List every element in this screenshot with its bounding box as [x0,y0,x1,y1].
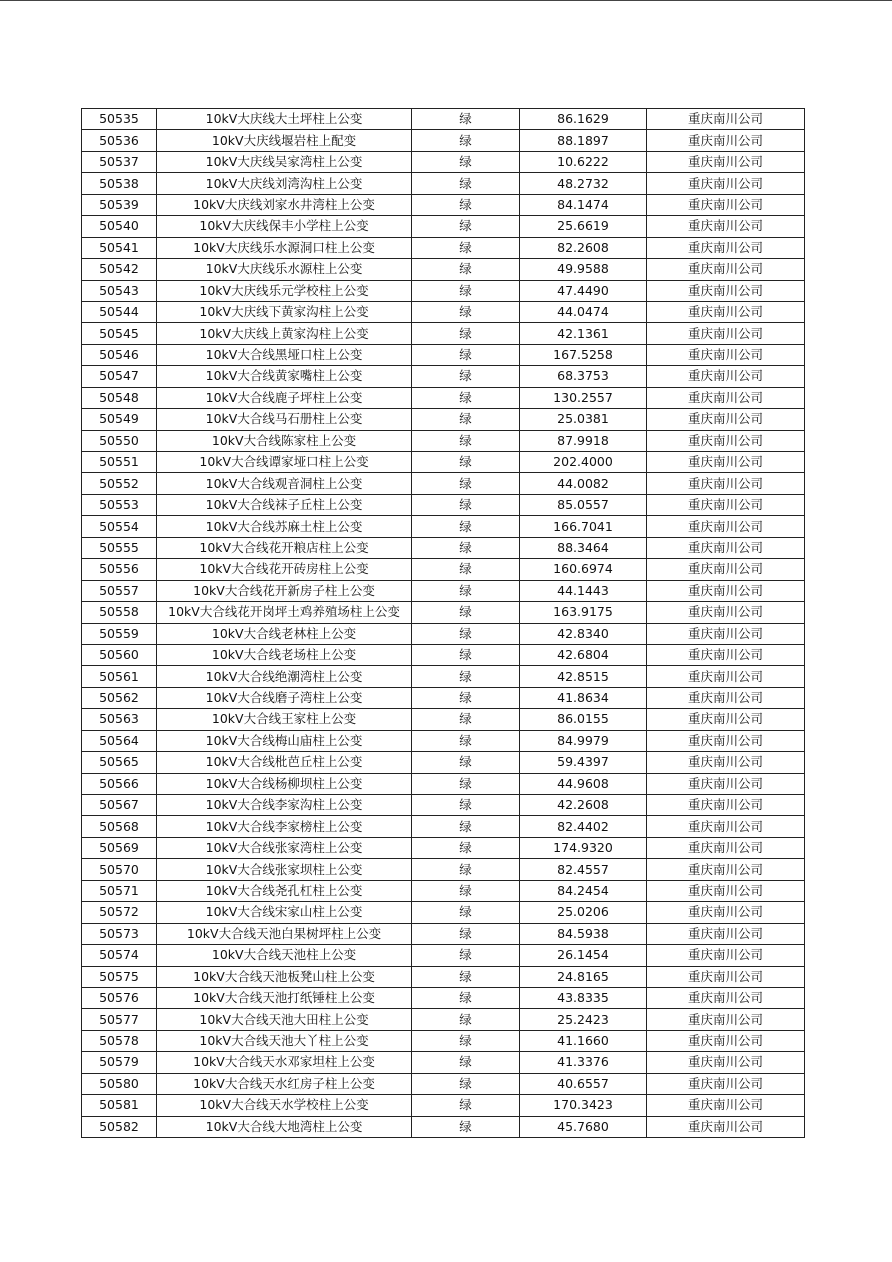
cell-value: 84.2454 [520,880,647,901]
table-row [82,216,805,237]
cell-name: 10kV大合线谭家垭口柱上公变 [157,452,412,473]
cell-id: 50548 [82,387,157,408]
cell-status: 绿 [412,1095,520,1116]
cell-value: 25.2423 [520,1009,647,1030]
cell-id: 50582 [82,1116,157,1137]
cell-id: 50535 [82,109,157,130]
cell-value: 84.1474 [520,194,647,215]
cell-status: 绿 [412,966,520,987]
cell-name: 10kV大合线杨柳坝柱上公变 [157,773,412,794]
table-row [82,1116,805,1137]
cell-value: 44.1443 [520,580,647,601]
cell-id: 50549 [82,409,157,430]
cell-status: 绿 [412,559,520,580]
cell-status: 绿 [412,602,520,623]
table-row [82,644,805,665]
cell-id: 50568 [82,816,157,837]
cell-status: 绿 [412,237,520,258]
table-row [82,902,805,923]
cell-name: 10kV大合线李家沟柱上公变 [157,795,412,816]
cell-name: 10kV大合线天池大丫柱上公变 [157,1030,412,1051]
cell-company: 重庆南川公司 [647,130,805,151]
cell-value: 174.9320 [520,837,647,858]
cell-id: 50545 [82,323,157,344]
cell-company: 重庆南川公司 [647,580,805,601]
cell-value: 163.9175 [520,602,647,623]
table-row [82,516,805,537]
cell-name: 10kV大合线尧孔杠柱上公变 [157,880,412,901]
cell-company: 重庆南川公司 [647,1052,805,1073]
table-row [82,452,805,473]
cell-status: 绿 [412,430,520,451]
cell-id: 50578 [82,1030,157,1051]
cell-status: 绿 [412,516,520,537]
cell-status: 绿 [412,1052,520,1073]
cell-value: 130.2557 [520,387,647,408]
table-row [82,1095,805,1116]
cell-id: 50571 [82,880,157,901]
table-row [82,623,805,644]
cell-status: 绿 [412,902,520,923]
table-row [82,387,805,408]
cell-status: 绿 [412,409,520,430]
table-row [82,923,805,944]
table-row [82,730,805,751]
cell-status: 绿 [412,173,520,194]
cell-status: 绿 [412,387,520,408]
cell-name: 10kV大庆线下黄家沟柱上公变 [157,301,412,322]
cell-company: 重庆南川公司 [647,752,805,773]
cell-company: 重庆南川公司 [647,945,805,966]
cell-id: 50563 [82,709,157,730]
cell-name: 10kV大庆线堰岩柱上配变 [157,130,412,151]
cell-name: 10kV大合线磨子湾柱上公变 [157,687,412,708]
table-row [82,1052,805,1073]
cell-status: 绿 [412,795,520,816]
table-row [82,1009,805,1030]
cell-value: 41.8634 [520,687,647,708]
cell-status: 绿 [412,366,520,387]
cell-company: 重庆南川公司 [647,966,805,987]
cell-status: 绿 [412,216,520,237]
cell-status: 绿 [412,473,520,494]
cell-company: 重庆南川公司 [647,280,805,301]
cell-value: 84.9979 [520,730,647,751]
cell-value: 44.9608 [520,773,647,794]
cell-status: 绿 [412,923,520,944]
cell-company: 重庆南川公司 [647,409,805,430]
cell-name: 10kV大合线天池大田柱上公变 [157,1009,412,1030]
cell-value: 44.0082 [520,473,647,494]
cell-value: 59.4397 [520,752,647,773]
cell-status: 绿 [412,730,520,751]
cell-value: 170.3423 [520,1095,647,1116]
cell-name: 10kV大合线天池打纸锤柱上公变 [157,987,412,1008]
cell-status: 绿 [412,709,520,730]
table-row [82,259,805,280]
cell-value: 82.4557 [520,859,647,880]
table-row [82,987,805,1008]
cell-status: 绿 [412,837,520,858]
cell-value: 41.3376 [520,1052,647,1073]
cell-id: 50554 [82,516,157,537]
cell-value: 42.1361 [520,323,647,344]
table-row [82,945,805,966]
cell-status: 绿 [412,773,520,794]
cell-value: 45.7680 [520,1116,647,1137]
cell-status: 绿 [412,1030,520,1051]
cell-name: 10kV大庆线大土坪柱上公变 [157,109,412,130]
cell-id: 50566 [82,773,157,794]
cell-id: 50557 [82,580,157,601]
cell-value: 42.8515 [520,666,647,687]
cell-id: 50537 [82,151,157,172]
cell-id: 50558 [82,602,157,623]
cell-company: 重庆南川公司 [647,216,805,237]
cell-id: 50581 [82,1095,157,1116]
cell-value: 25.0381 [520,409,647,430]
cell-company: 重庆南川公司 [647,430,805,451]
table-body [82,109,805,1138]
cell-id: 50555 [82,537,157,558]
cell-id: 50559 [82,623,157,644]
cell-status: 绿 [412,666,520,687]
cell-status: 绿 [412,1009,520,1030]
table-row [82,795,805,816]
cell-value: 24.8165 [520,966,647,987]
cell-id: 50546 [82,344,157,365]
cell-name: 10kV大合线花开砖房柱上公变 [157,559,412,580]
table-row [82,1073,805,1094]
cell-id: 50553 [82,494,157,515]
cell-status: 绿 [412,987,520,1008]
cell-status: 绿 [412,323,520,344]
cell-name: 10kV大合线宋家山柱上公变 [157,902,412,923]
cell-company: 重庆南川公司 [647,494,805,515]
cell-value: 160.6974 [520,559,647,580]
cell-status: 绿 [412,259,520,280]
cell-status: 绿 [412,280,520,301]
cell-id: 50565 [82,752,157,773]
cell-name: 10kV大合线天水学校柱上公变 [157,1095,412,1116]
cell-company: 重庆南川公司 [647,623,805,644]
cell-value: 47.4490 [520,280,647,301]
cell-company: 重庆南川公司 [647,880,805,901]
cell-name: 10kV大合线黄家嘴柱上公变 [157,366,412,387]
cell-name: 10kV大合线花开新房子柱上公变 [157,580,412,601]
cell-company: 重庆南川公司 [647,537,805,558]
cell-status: 绿 [412,644,520,665]
cell-value: 88.3464 [520,537,647,558]
cell-company: 重庆南川公司 [647,837,805,858]
table-row [82,816,805,837]
cell-status: 绿 [412,452,520,473]
table-row [82,709,805,730]
cell-status: 绿 [412,752,520,773]
cell-id: 50542 [82,259,157,280]
cell-id: 50551 [82,452,157,473]
table-row [82,109,805,130]
cell-value: 82.4402 [520,816,647,837]
cell-name: 10kV大合线黑垭口柱上公变 [157,344,412,365]
cell-company: 重庆南川公司 [647,516,805,537]
cell-value: 202.4000 [520,452,647,473]
cell-company: 重庆南川公司 [647,237,805,258]
cell-value: 49.9588 [520,259,647,280]
table-row [82,430,805,451]
cell-company: 重庆南川公司 [647,452,805,473]
cell-name: 10kV大庆线刘湾沟柱上公变 [157,173,412,194]
cell-company: 重庆南川公司 [647,559,805,580]
cell-status: 绿 [412,344,520,365]
cell-company: 重庆南川公司 [647,666,805,687]
table-row [82,323,805,344]
cell-id: 50575 [82,966,157,987]
cell-value: 10.6222 [520,151,647,172]
cell-id: 50556 [82,559,157,580]
cell-status: 绿 [412,580,520,601]
cell-value: 43.8335 [520,987,647,1008]
cell-value: 26.1454 [520,945,647,966]
cell-company: 重庆南川公司 [647,902,805,923]
cell-name: 10kV大合线天池白果树坪柱上公变 [157,923,412,944]
cell-id: 50576 [82,987,157,1008]
table-row [82,280,805,301]
cell-company: 重庆南川公司 [647,859,805,880]
cell-name: 10kV大合线天池板凳山柱上公变 [157,966,412,987]
cell-value: 44.0474 [520,301,647,322]
cell-company: 重庆南川公司 [647,923,805,944]
cell-name: 10kV大合线天池柱上公变 [157,945,412,966]
table-row [82,237,805,258]
cell-id: 50573 [82,923,157,944]
cell-value: 167.5258 [520,344,647,365]
cell-id: 50539 [82,194,157,215]
cell-name: 10kV大合线观音洞柱上公变 [157,473,412,494]
cell-company: 重庆南川公司 [647,1116,805,1137]
cell-name: 10kV大合线大地湾柱上公变 [157,1116,412,1137]
cell-name: 10kV大合线王家柱上公变 [157,709,412,730]
cell-company: 重庆南川公司 [647,301,805,322]
cell-name: 10kV大庆线保丰小学柱上公变 [157,216,412,237]
table-row [82,859,805,880]
cell-name: 10kV大合线天水邓家坦柱上公变 [157,1052,412,1073]
cell-status: 绿 [412,859,520,880]
cell-id: 50569 [82,837,157,858]
cell-status: 绿 [412,130,520,151]
cell-value: 166.7041 [520,516,647,537]
cell-name: 10kV大合线李家榜柱上公变 [157,816,412,837]
table-row [82,194,805,215]
cell-status: 绿 [412,301,520,322]
table-row [82,966,805,987]
table-row [82,666,805,687]
cell-name: 10kV大合线天水红房子柱上公变 [157,1073,412,1094]
table-row [82,301,805,322]
cell-status: 绿 [412,880,520,901]
cell-company: 重庆南川公司 [647,151,805,172]
cell-value: 88.1897 [520,130,647,151]
cell-company: 重庆南川公司 [647,1095,805,1116]
cell-value: 84.5938 [520,923,647,944]
cell-id: 50540 [82,216,157,237]
cell-company: 重庆南川公司 [647,987,805,1008]
cell-name: 10kV大庆线吴家湾柱上公变 [157,151,412,172]
cell-id: 50579 [82,1052,157,1073]
cell-company: 重庆南川公司 [647,730,805,751]
table-row [82,880,805,901]
cell-name: 10kV大合线花开岗坪土鸡养殖场柱上公变 [157,602,412,623]
cell-name: 10kV大庆线乐元学校柱上公变 [157,280,412,301]
cell-name: 10kV大合线绝潮湾柱上公变 [157,666,412,687]
cell-value: 40.6557 [520,1073,647,1094]
cell-status: 绿 [412,494,520,515]
page-top-border [0,0,892,1]
cell-company: 重庆南川公司 [647,795,805,816]
table-row [82,173,805,194]
cell-company: 重庆南川公司 [647,709,805,730]
cell-company: 重庆南川公司 [647,816,805,837]
cell-id: 50577 [82,1009,157,1030]
cell-status: 绿 [412,537,520,558]
cell-company: 重庆南川公司 [647,109,805,130]
cell-value: 85.0557 [520,494,647,515]
cell-status: 绿 [412,1073,520,1094]
cell-name: 10kV大庆线乐水源柱上公变 [157,259,412,280]
cell-name: 10kV大合线陈家柱上公变 [157,430,412,451]
cell-value: 42.8340 [520,623,647,644]
cell-value: 42.6804 [520,644,647,665]
cell-name: 10kV大合线苏麻土柱上公变 [157,516,412,537]
cell-company: 重庆南川公司 [647,773,805,794]
cell-value: 25.0206 [520,902,647,923]
cell-company: 重庆南川公司 [647,602,805,623]
table-row [82,580,805,601]
cell-value: 42.2608 [520,795,647,816]
cell-status: 绿 [412,623,520,644]
cell-id: 50567 [82,795,157,816]
cell-id: 50541 [82,237,157,258]
cell-status: 绿 [412,194,520,215]
cell-name: 10kV大合线梅山庙柱上公变 [157,730,412,751]
cell-company: 重庆南川公司 [647,173,805,194]
cell-name: 10kV大合线马石册柱上公变 [157,409,412,430]
cell-company: 重庆南川公司 [647,259,805,280]
cell-company: 重庆南川公司 [647,344,805,365]
cell-company: 重庆南川公司 [647,473,805,494]
cell-name: 10kV大合线袜子丘柱上公变 [157,494,412,515]
table-row [82,494,805,515]
cell-company: 重庆南川公司 [647,366,805,387]
cell-value: 82.2608 [520,237,647,258]
table-row [82,344,805,365]
cell-value: 25.6619 [520,216,647,237]
cell-status: 绿 [412,151,520,172]
cell-company: 重庆南川公司 [647,387,805,408]
table-row [82,773,805,794]
transformer-table [81,108,805,1138]
table-row [82,837,805,858]
cell-name: 10kV大庆线乐水源洞口柱上公变 [157,237,412,258]
cell-name: 10kV大合线枇芭丘柱上公变 [157,752,412,773]
cell-value: 48.2732 [520,173,647,194]
table-row [82,537,805,558]
table-row [82,366,805,387]
cell-name: 10kV大合线张家湾柱上公变 [157,837,412,858]
cell-id: 50562 [82,687,157,708]
cell-company: 重庆南川公司 [647,687,805,708]
cell-id: 50572 [82,902,157,923]
cell-id: 50560 [82,644,157,665]
cell-name: 10kV大合线花开粮店柱上公变 [157,537,412,558]
cell-id: 50574 [82,945,157,966]
table-row [82,1030,805,1051]
cell-value: 86.0155 [520,709,647,730]
table-row [82,409,805,430]
cell-company: 重庆南川公司 [647,194,805,215]
cell-id: 50543 [82,280,157,301]
cell-status: 绿 [412,945,520,966]
cell-value: 68.3753 [520,366,647,387]
cell-id: 50544 [82,301,157,322]
table-row [82,473,805,494]
table-row [82,602,805,623]
cell-company: 重庆南川公司 [647,1073,805,1094]
cell-name: 10kV大庆线刘家水井湾柱上公变 [157,194,412,215]
cell-id: 50536 [82,130,157,151]
cell-id: 50538 [82,173,157,194]
cell-company: 重庆南川公司 [647,1030,805,1051]
cell-value: 87.9918 [520,430,647,451]
cell-id: 50564 [82,730,157,751]
cell-name: 10kV大庆线上黄家沟柱上公变 [157,323,412,344]
cell-company: 重庆南川公司 [647,644,805,665]
table-row [82,151,805,172]
cell-id: 50552 [82,473,157,494]
cell-status: 绿 [412,109,520,130]
cell-name: 10kV大合线张家坝柱上公变 [157,859,412,880]
cell-id: 50550 [82,430,157,451]
table-row [82,687,805,708]
table-row [82,130,805,151]
cell-company: 重庆南川公司 [647,323,805,344]
cell-name: 10kV大合线鹿子坪柱上公变 [157,387,412,408]
cell-value: 86.1629 [520,109,647,130]
cell-value: 41.1660 [520,1030,647,1051]
cell-name: 10kV大合线老场柱上公变 [157,644,412,665]
table-row [82,559,805,580]
cell-name: 10kV大合线老林柱上公变 [157,623,412,644]
cell-id: 50570 [82,859,157,880]
cell-status: 绿 [412,816,520,837]
cell-id: 50547 [82,366,157,387]
cell-id: 50580 [82,1073,157,1094]
cell-status: 绿 [412,1116,520,1137]
cell-id: 50561 [82,666,157,687]
cell-status: 绿 [412,687,520,708]
cell-company: 重庆南川公司 [647,1009,805,1030]
table-row [82,752,805,773]
